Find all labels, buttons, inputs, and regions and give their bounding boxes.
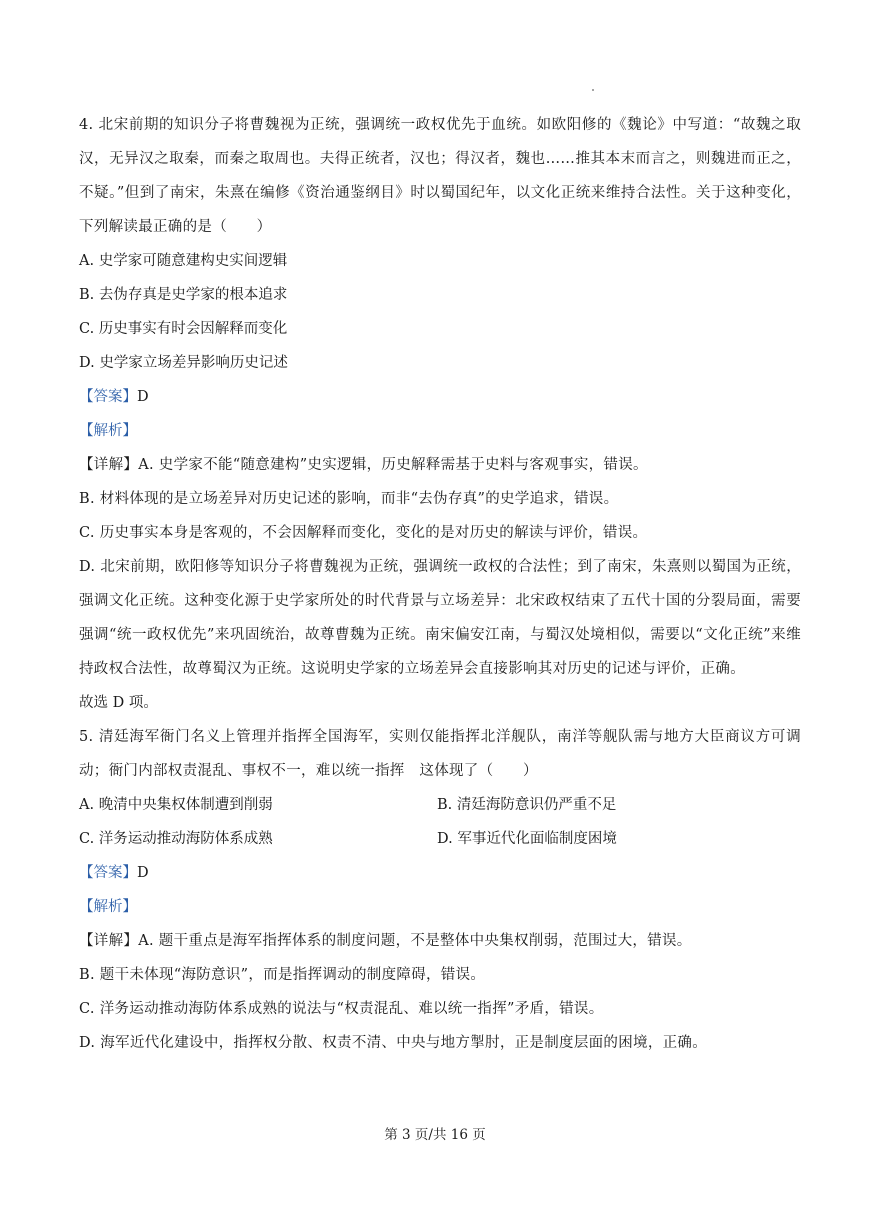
q5-option-d: D. 军事近代化面临制度困境: [437, 831, 617, 847]
q4-option-c: C. 历史事实有时会因解释而变化: [79, 321, 288, 337]
q4-option-d: D. 史学家立场差异影响历史记述: [79, 355, 288, 371]
q4-detail-label: 【详解】: [79, 457, 139, 473]
q5-detail-b: B. 题干未体现“海防意识”，而是指挥调动的制度障碍，错误。: [79, 967, 486, 983]
q5-option-a: A. 晚清中央集权体制遭到削弱: [79, 797, 273, 813]
q4-detail-c: C. 历史事实本身是客观的，不会因解释而变化，变化的是对历史的解读与评价，错误。: [79, 525, 648, 541]
q5-detail-c: C. 洋务运动推动海防体系成熟的说法与“权责混乱、难以统一指挥”矛盾，错误。: [79, 1001, 604, 1017]
q5-detail-label: 【详解】: [79, 933, 139, 949]
q5-stem: 5. 清廷海军衙门名义上管理并指挥全国海军，实则仅能指挥北洋舰队，南洋等舰队需与地方大臣商议方可调动；衙门内部权责混乱、事权不一，难以统一指挥 这体现了（ ）: [79, 729, 801, 779]
q4-answer: [79, 380, 801, 414]
scan-dot: [592, 89, 594, 91]
q4-stem: 4. 北宋前期的知识分子将曹魏视为正统，强调统一政权优先于血统。如欧阳修的《魏论》中写道：“故魏之取汉，无异汉之取秦，而秦之取周也。夫得正统者，汉也；得汉者，魏也……推其本末而言之，则魏进而正之，不疑。”但到了南宋，朱熹在编修《资治通鉴纲目》时以蜀国纪年，以文化正统来维持合法性。关于这种变化，下列解读最正确的是（ ）: [79, 117, 801, 235]
q4-answer-label: 【答案】: [79, 389, 137, 405]
q4-answer-value: D: [137, 389, 149, 405]
q5-detail-a: [79, 924, 801, 958]
q5-answer-value: D: [137, 865, 149, 881]
q4-analysis-label: 【解析】: [79, 423, 137, 439]
page-content: [79, 108, 801, 1060]
q4-option-a: A. 史学家可随意建构史实间逻辑: [79, 253, 288, 269]
page-footer: 第 3 页/共 16 页: [384, 1127, 486, 1143]
q5-option-b: B. 清廷海防意识仍严重不足: [437, 797, 617, 813]
q5-analysis-label: 【解析】: [79, 899, 137, 915]
q4-conclusion: 故选 D 项。: [79, 695, 158, 711]
q5-options-row-2: [79, 822, 801, 856]
q5-analysis: [79, 890, 801, 924]
q5-answer: [79, 856, 801, 890]
q5-option-c: C. 洋务运动推动海防体系成熟: [79, 831, 273, 847]
q4-detail-d: D. 北宋前期，欧阳修等知识分子将曹魏视为正统，强调统一政权的合法性；到了南宋，朱熹则以蜀国为正统，强调文化正统。这种变化源于史学家所处的时代背景与立场差异：北宋政权结束了五代十国的分裂局面，需要强调“统一政权优先”来巩固统治，故尊曹魏为正统。南宋偏安江南，与蜀汉处境相似，需要以“文化正统”来维持政权合法性，故尊蜀汉为正统。这说明史学家的立场差异会直接影响其对历史的记述与评价，正确。: [79, 559, 801, 677]
q4-detail-b: B. 材料体现的是立场差异对历史记述的影响，而非“去伪存真”的史学追求，错误。: [79, 491, 619, 507]
q5-options-row-1: [79, 788, 801, 822]
q4-option-b: B. 去伪存真是史学家的根本追求: [79, 287, 288, 303]
q5-detail-d: D. 海军近代化建设中，指挥权分散、权责不清、中央与地方掣肘，正是制度层面的困境，正确。: [79, 1035, 708, 1051]
q4-detail-a-text: A. 史学家不能“随意建构”史实逻辑，历史解释需基于史料与客观事实，错误。: [138, 457, 648, 473]
q5-detail-a-text: A. 题干重点是海军指挥体系的制度问题，不是整体中央集权削弱，范围过大，错误。: [138, 933, 692, 949]
q4-detail-a: [79, 448, 801, 482]
q4-analysis: [79, 414, 801, 448]
q5-answer-label: 【答案】: [79, 865, 137, 881]
